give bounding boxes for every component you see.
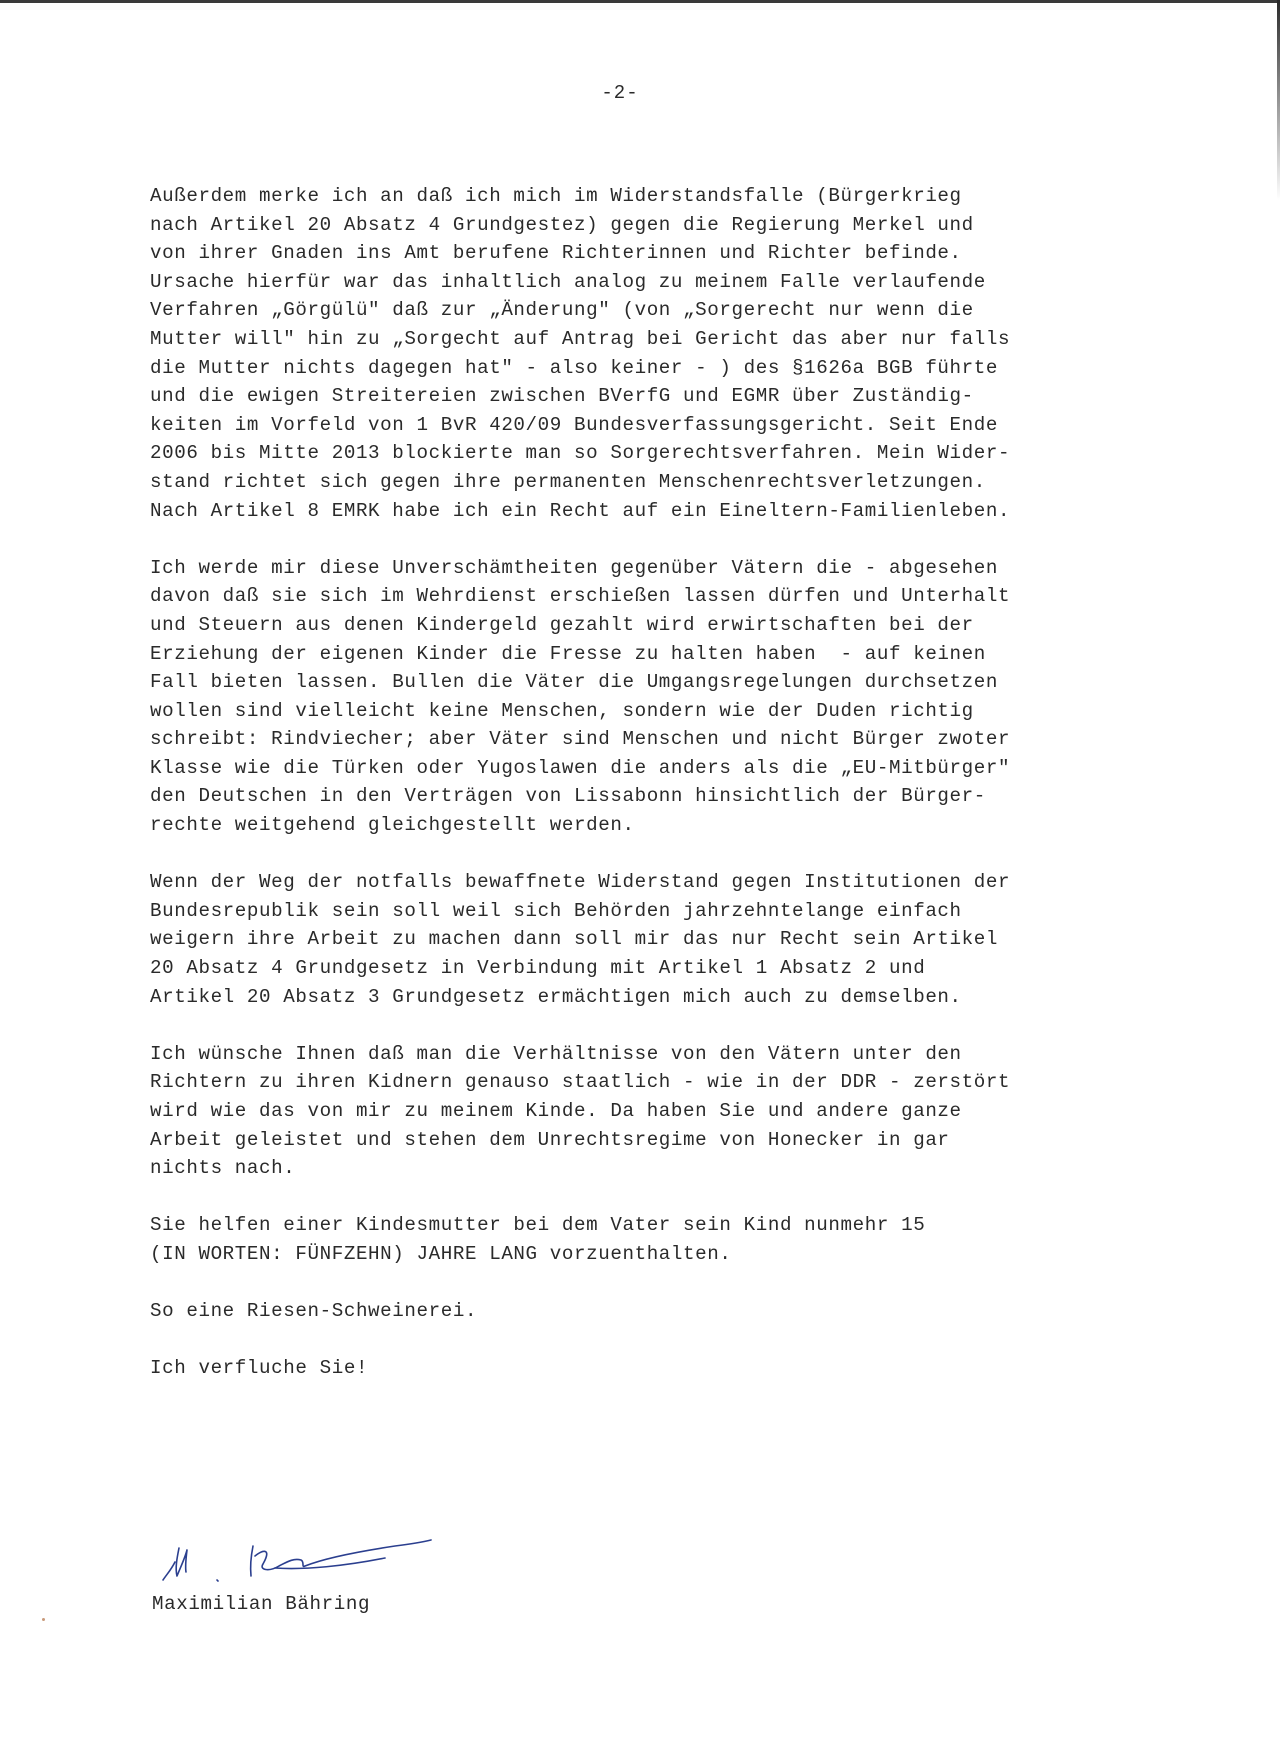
page-number: -2- — [601, 82, 639, 104]
text-line: Ich werde mir diese Unverschämtheiten gegenüber Vätern die - abgesehen — [150, 556, 999, 579]
signature-stroke — [163, 1562, 175, 1580]
scan-edge-top — [0, 0, 1280, 3]
text-line: Fall bieten lassen. Bullen die Väter die Umgangsregelungen durchsetzen — [150, 671, 999, 694]
text-line: Verfahren „Görgülü" daß zur „Änderung" (von „Sorgerecht nur wenn die — [150, 299, 974, 322]
signature-stroke — [251, 1546, 253, 1576]
text-line: Erziehung der eigenen Kinder die Fresse zu halten haben - auf keinen — [150, 642, 986, 665]
text-line: und die ewigen Streitereien zwischen BVerfG und EGMR über Zuständig- — [150, 385, 974, 408]
text-line: Außerdem merke ich an daß ich mich im Widerstandsfalle (Bürgerkrieg — [150, 185, 962, 207]
signature-name: Maximilian Bähring — [152, 1593, 371, 1615]
text-line: Sie helfen einer Kindesmutter bei dem Vater sein Kind nunmehr 15 — [150, 1214, 926, 1237]
text-line: von ihrer Gnaden ins Amt berufene Richterinnen und Richter befinde. — [150, 242, 962, 265]
letter-body — [150, 182, 1140, 1383]
text-line: die Mutter nichts dagegen hat" - also keiner - ) des §1626a BGB führte — [150, 356, 999, 379]
text-line: und Steuern aus denen Kindergeld gezahlt wird erwirtschaften bei der — [150, 613, 974, 636]
paragraph-exclamation — [150, 1297, 1140, 1326]
text-line: den Deutschen in den Verträgen von Lissabonn hinsichtlich der Bürger- — [150, 785, 986, 808]
text-line: nach Artikel 20 Absatz 4 Grundgestez) gegen die Regierung Merkel und — [150, 213, 974, 236]
paragraph-gap — [150, 525, 1140, 554]
paragraph-gap — [150, 1326, 1140, 1355]
text-line: Mutter will" hin zu „Sorgecht auf Antrag bei Gericht das aber nur falls — [150, 327, 1011, 350]
text-line: 20 Absatz 4 Grundgesetz in Verbindung mit Artikel 1 Absatz 2 und — [150, 957, 926, 980]
paragraph-gap — [150, 1183, 1140, 1212]
text-line: keiten im Vorfeld von 1 BvR 420/09 Bundesverfassungsgericht. Seit Ende — [150, 413, 999, 436]
text-line: Arbeit geleistet und stehen dem Unrechtsregime von Honecker in gar — [150, 1128, 950, 1151]
text-line: So eine Riesen-Schweinerei. — [150, 1300, 478, 1323]
text-line: schreibt: Rindviecher; aber Väter sind Menschen und nicht Bürger zwoter — [150, 728, 1011, 751]
text-line: nichts nach. — [150, 1157, 296, 1180]
paragraph-fifteen-years — [150, 1211, 1140, 1268]
text-line: Richtern zu ihren Kidnern genauso staatlich - wie in der DDR - zerstört — [150, 1071, 1011, 1094]
text-line: weigern ihre Arbeit zu machen dann soll mir das nur Recht sein Artikel — [150, 928, 999, 951]
text-line: Wenn der Weg der notfalls bewaffnete Widerstand gegen Institutionen der — [150, 871, 1011, 894]
text-line: wollen sind vielleicht keine Menschen, sondern wie der Duden richtig — [150, 699, 974, 722]
paragraph-fathers — [150, 554, 1140, 840]
paragraph-gap — [150, 840, 1140, 869]
text-line: Bundesrepublik sein soll weil sich Behörden jahrzehntelange einfach — [150, 899, 962, 922]
text-line: Nach Artikel 8 EMRK habe ich ein Recht auf ein Eineltern-Familienleben. — [150, 499, 1011, 522]
text-line: stand richtet sich gegen ihre permanenten Menschenrechtsverletzungen. — [150, 470, 986, 493]
text-line: 2006 bis Mitte 2013 blockierte man so Sorgerechtsverfahren. Mein Wider- — [150, 442, 1011, 465]
handwritten-signature — [155, 1528, 455, 1590]
signature-stroke — [217, 1580, 218, 1581]
text-line: Artikel 20 Absatz 3 Grundgesetz ermächtigen mich auch zu demselben. — [150, 985, 962, 1008]
text-line: wird wie das von mir zu meinem Kinde. Da haben Sie und andere ganze — [150, 1100, 962, 1122]
scan-speck — [42, 1618, 45, 1621]
paragraph-wish — [150, 1040, 1140, 1183]
text-line: Ich verfluche Sie! — [150, 1357, 369, 1380]
text-line: Ursache hierfür war das inhaltlich analog zu meinem Falle verlaufende — [150, 270, 986, 293]
paragraph-resistance — [150, 182, 1140, 525]
signature-stroke — [176, 1548, 187, 1576]
text-line: Klasse wie die Türken oder Yugoslawen die anders als die „EU-Mitbürger" — [150, 756, 1011, 779]
text-line: rechte weitgehend gleichgestellt werden. — [150, 814, 635, 837]
paragraph-gap — [150, 1011, 1140, 1040]
paragraph-gap — [150, 1269, 1140, 1298]
paragraph-armed-resistance — [150, 868, 1140, 1011]
text-line: (IN WORTEN: FÜNFZEHN) JAHRE LANG vorzuenthalten. — [150, 1242, 732, 1265]
text-line: Ich wünsche Ihnen daß man die Verhältnisse von den Vätern unter den — [150, 1042, 962, 1065]
text-line: davon daß sie sich im Wehrdienst erschießen lassen dürfen und Unterhalt — [150, 585, 1011, 608]
paragraph-closing — [150, 1354, 1140, 1383]
